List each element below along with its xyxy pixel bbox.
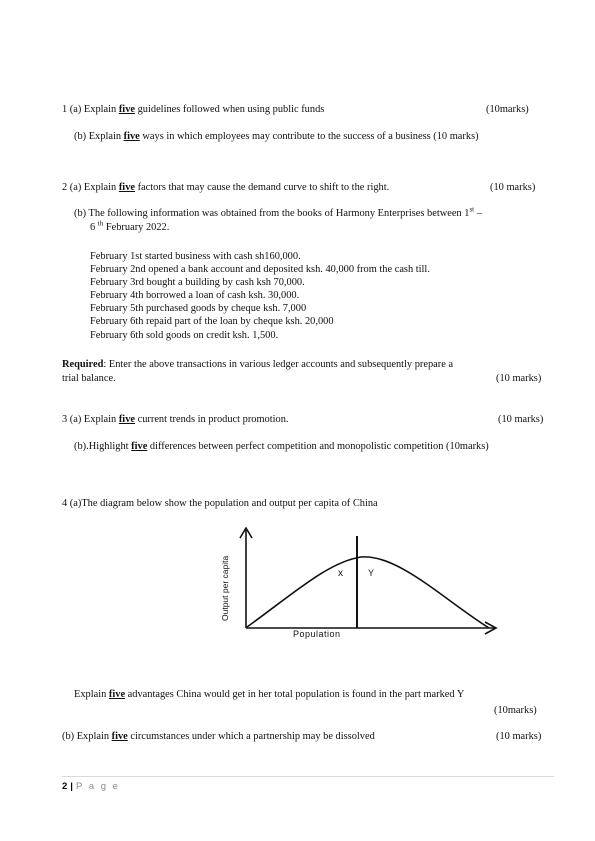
q1a-marks: (10marks)	[486, 104, 529, 115]
q4b-emphasis: five	[111, 731, 128, 742]
q4b-text	[62, 731, 375, 742]
q1a-suffix: guidelines followed when using public funds	[135, 104, 325, 115]
q2b-line1	[74, 205, 482, 219]
region-x-label: x	[338, 568, 343, 579]
q1a-text	[62, 104, 324, 115]
page-footer	[62, 781, 120, 792]
q2b-line2	[90, 219, 170, 233]
q4a-explain	[74, 689, 464, 700]
diagram-svg	[213, 524, 503, 644]
transaction-line: February 5th purchased goods by cheque ksh. 7,000	[90, 303, 307, 314]
q3b-text	[74, 441, 489, 452]
required-label: Required	[62, 359, 104, 370]
q3a-prefix: 3 (a) Explain	[62, 414, 119, 425]
q2a-marks: (10 marks)	[490, 182, 536, 193]
q3a-suffix: current trends in product promotion.	[135, 414, 289, 425]
transaction-line: February 2nd opened a bank account and deposited ksh. 40,000 from the cash till.	[90, 264, 430, 275]
q2a-text	[62, 182, 389, 193]
transaction-line: February 3rd bought a building by cash ksh 70,000.	[90, 277, 305, 288]
q2b-line2-end: February 2022.	[103, 222, 170, 233]
q2b-line1-end: –	[474, 208, 482, 219]
y-axis-label: Output per capita	[220, 555, 230, 621]
page-number: 2	[62, 781, 68, 792]
q1b-text	[74, 131, 479, 142]
q2b-line2-pre: 6	[90, 222, 98, 233]
q1b-emphasis: five	[123, 131, 140, 142]
q4b-suffix: circumstances under which a partnership may be dissolved	[127, 731, 375, 742]
footer-separator: |	[70, 781, 73, 792]
x-axis-label: Population	[293, 629, 341, 639]
q3a-emphasis: five	[118, 414, 135, 425]
page-word: P a g e	[75, 781, 120, 792]
region-y-label: Y	[368, 568, 375, 578]
q2b-line1-text: (b) The following information was obtained from the books of Harmony Enterprises between 1	[74, 208, 470, 219]
transaction-line: February 6th sold goods on credit ksh. 1,500.	[90, 330, 279, 341]
q3b-suffix: differences between perfect competition and monopolistic competition (10marks)	[147, 441, 489, 452]
q3b-prefix: (b).Highlight	[74, 441, 132, 452]
required-marks: (10 marks)	[496, 373, 542, 384]
required-line2: trial balance.	[62, 373, 116, 384]
q3a-marks: (10 marks)	[498, 414, 544, 425]
transaction-line: February 6th repaid part of the loan by cheque ksh. 20,000	[90, 316, 334, 327]
q1a-emphasis: five	[118, 104, 135, 115]
q2b-line1-sup: st	[469, 205, 475, 214]
population-output-diagram	[213, 524, 503, 647]
q2a-emphasis: five	[118, 182, 135, 193]
q4b-prefix: (b) Explain	[62, 731, 112, 742]
q2b-line2-sup: th	[97, 219, 104, 228]
q4b-marks: (10 marks)	[496, 731, 542, 742]
q1b-suffix: ways in which employees may contribute to the success of a business (10 marks)	[139, 131, 479, 142]
q2a-suffix: factors that may cause the demand curve to shift to the right.	[135, 182, 390, 193]
q4a-explain-prefix: Explain	[74, 689, 109, 700]
q4a-marks: (10marks)	[494, 705, 537, 716]
footer-divider	[62, 776, 554, 777]
q1b-prefix: (b) Explain	[74, 131, 124, 142]
q4a-explain-suffix: advantages China would get in her total population is found in the part marked Y	[125, 689, 465, 700]
transaction-line: February 4th borrowed a loan of cash ksh. 30,000.	[90, 290, 300, 301]
q4a-intro: 4 (a)The diagram below show the population and output per capita of China	[62, 498, 378, 509]
q2a-prefix: 2 (a) Explain	[62, 182, 119, 193]
q3b-emphasis: five	[131, 441, 148, 452]
q4a-explain-emphasis: five	[108, 689, 126, 700]
required-line1	[62, 359, 453, 370]
transaction-line: February 1st started business with cash sh160,000.	[90, 251, 301, 262]
q1a-prefix: 1 (a) Explain	[62, 104, 119, 115]
required-text: : Enter the above transactions in various ledger accounts and subsequently prepare a	[103, 359, 454, 370]
q3a-text	[62, 414, 289, 425]
